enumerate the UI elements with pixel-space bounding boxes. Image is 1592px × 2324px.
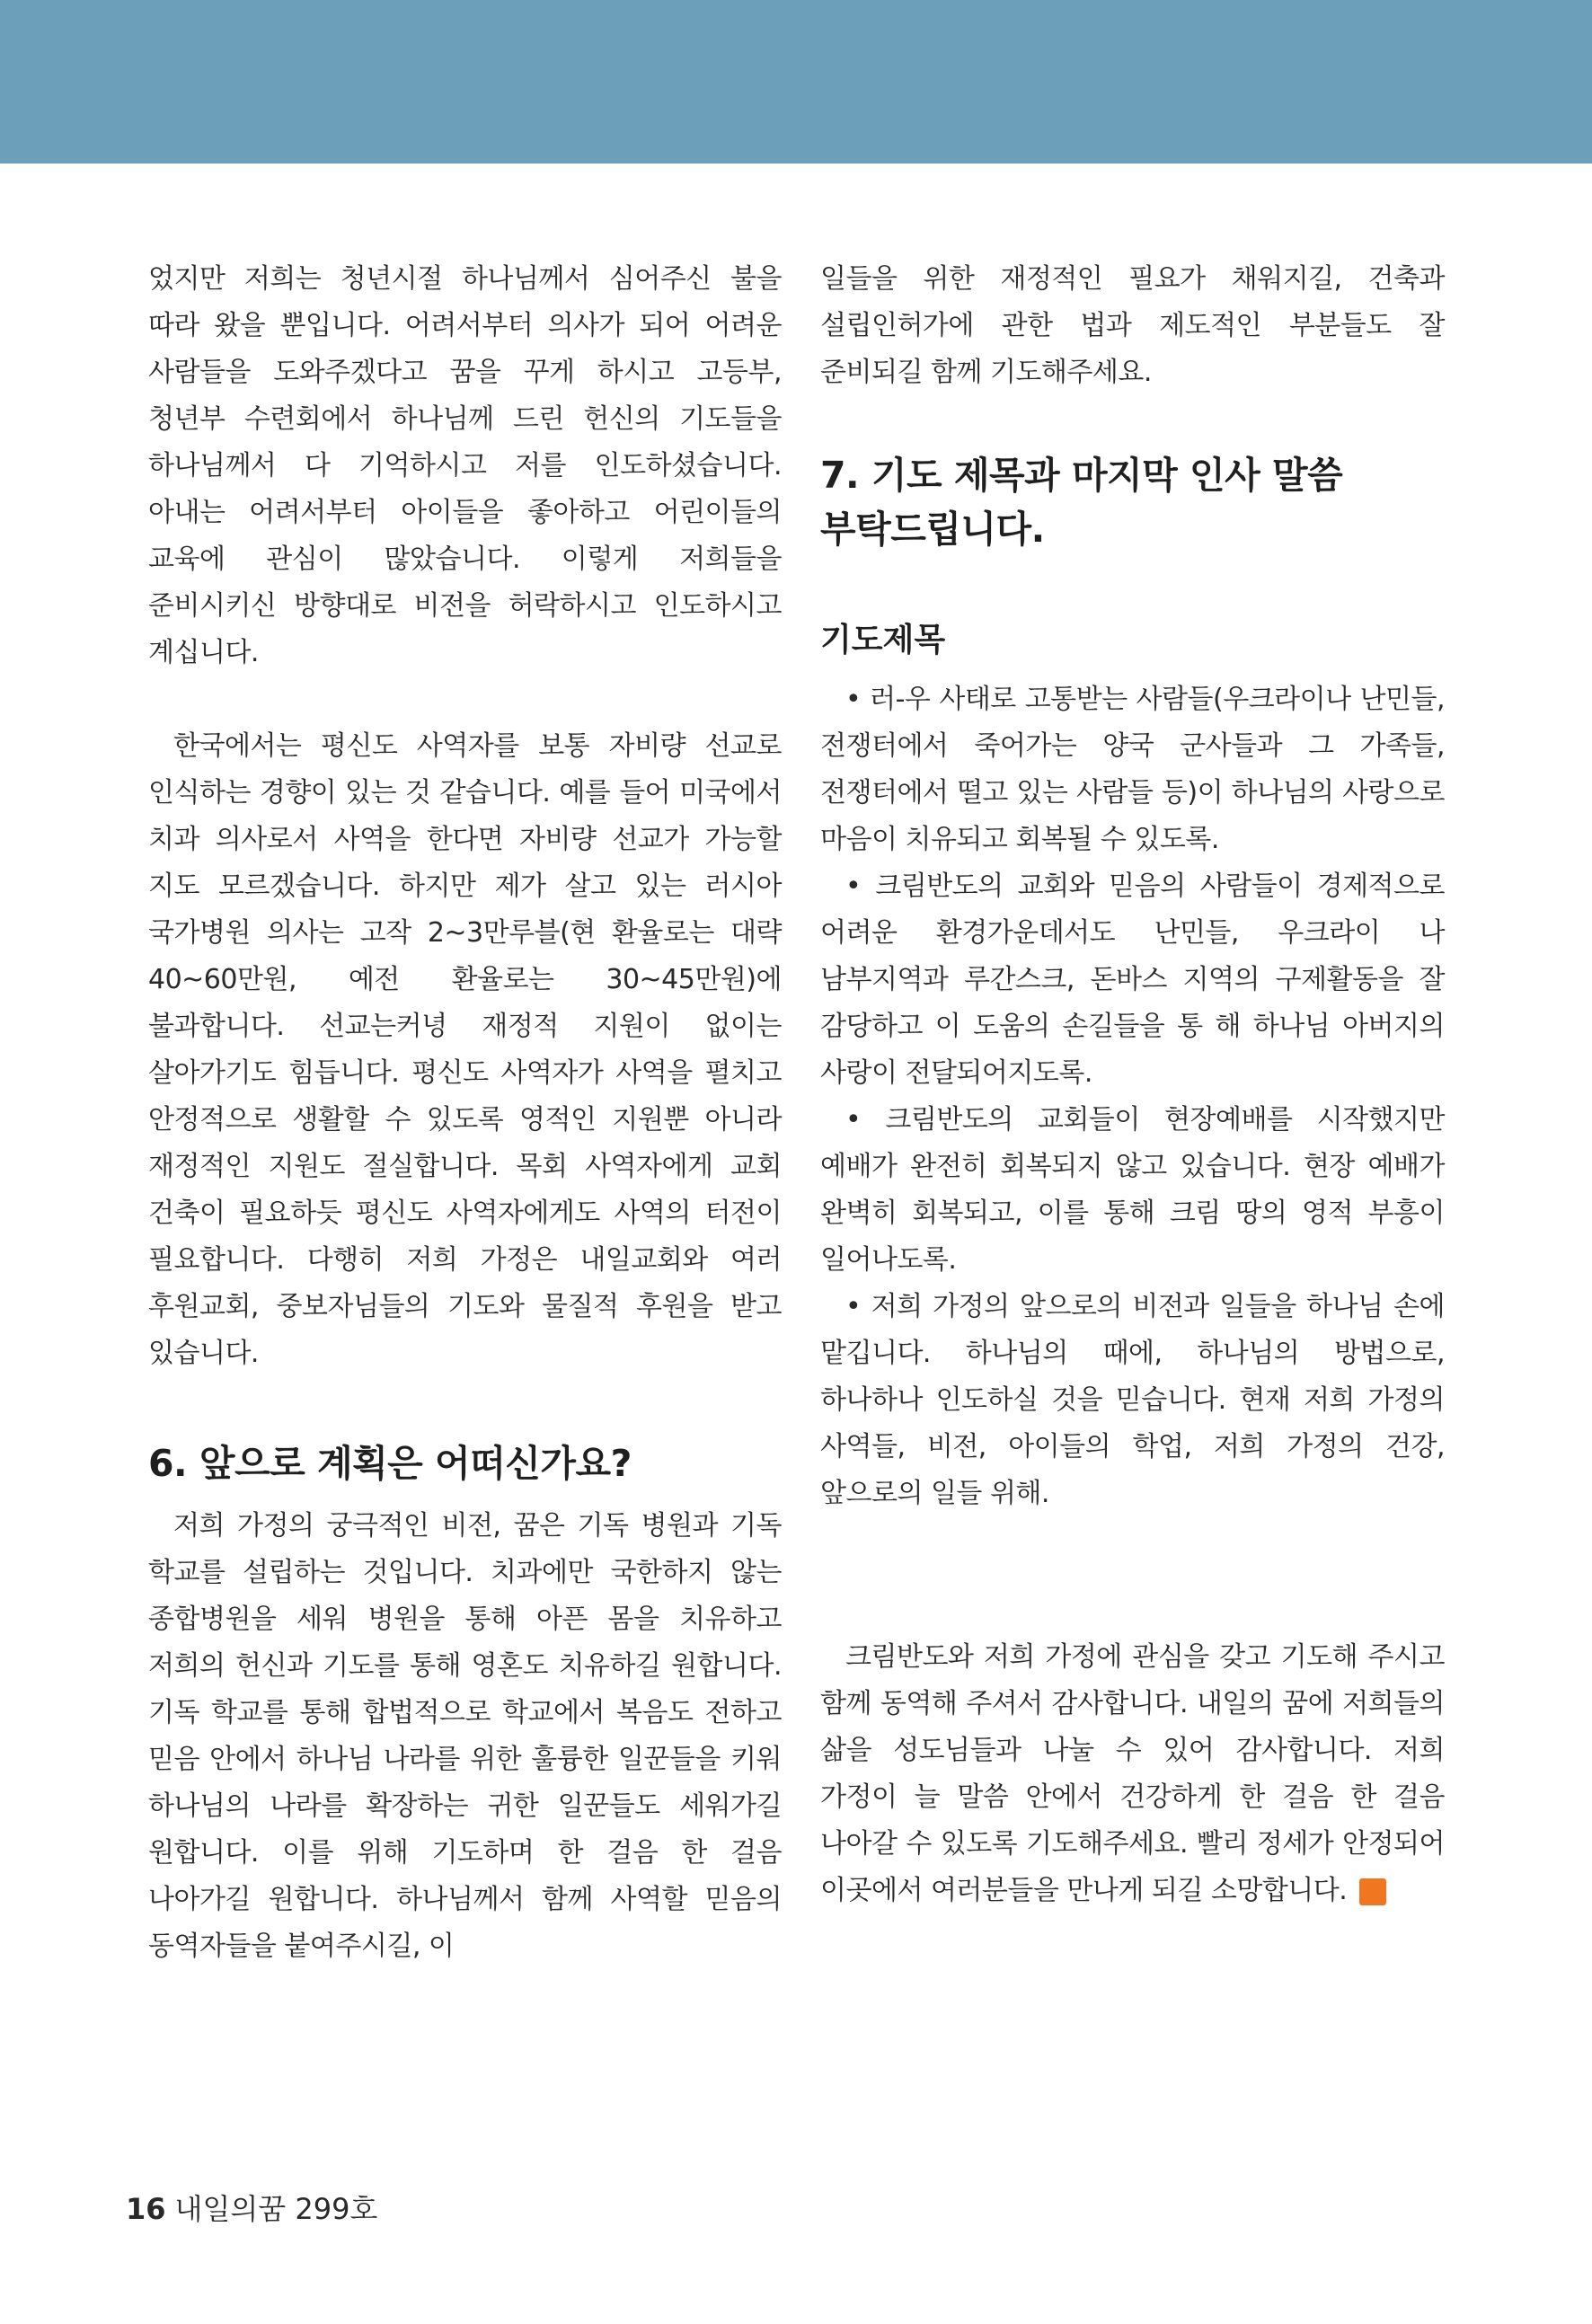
magazine-issue: 내일의꿈 299호	[174, 2192, 378, 2226]
end-mark-icon: N	[1359, 1878, 1386, 1905]
header-band	[0, 0, 1592, 163]
prayer-item: • 저희 가정의 앞으로의 비전과 일들을 하나님 손에 맡깁니다. 하나님의 때에, 하나님의 방법으로, 하나하나 인도하실 것을 믿습니다. 현재 저희 가정의 사역들, 비전, 아이들의 학업, 저희 가정의 건강, 앞으로의 일들 위해.	[820, 1291, 1445, 1509]
section-heading-6: 6. 앞으로 계획은 어떠신가요?	[148, 1442, 632, 1485]
section-heading-7-line-2: 부탁드립니다.	[820, 508, 1045, 551]
left-paragraph-3: 저희 가정의 궁극적인 비전, 꿈은 기독 병원과 기독 학교를 설립하는 것입니다. 치과에만 국한하지 않는 종합병원을 세워 병원을 통해 아픈 몸을 치유하고 저희의 헌신과 기도를 통해 영혼도 치유하길 원합니다. 기독 학교를 통해 합법적으로 학교에서 복음도 전하고 믿음 안에서 하나님 나라를 위한 훌륭한 일꾼들을 키워 하나님의 나라를 확장하는 귀한 일꾼들도 세워가길 원합니다. 이를 위해 기도하며 한 걸음 한 걸음 나아가길 원합니다. 하나님께서 함께 사역할 믿음의 동역자들을 붙여주시길, 이	[148, 1510, 782, 1962]
left-paragraph-1: 었지만 저희는 청년시절 하나님께서 심어주신 불을 따라 왔을 뿐입니다. 어려서부터 의사가 되어 어려운 사람들을 도와주겠다고 꿈을 꾸게 하시고 고등부, 청년부 수련회에서 하나님께 드린 헌신의 기도들을 하나님께서 다 기억하시고 저를 인도하셨습니다. 아내는 어려서부터 아이들을 좋아하고 어린이들의 교육에 관심이 많았습니다. 이렇게 저희들을 준비시키신 방향대로 비전을 허락하시고 인도하시고 계십니다.	[148, 263, 782, 668]
page-footer	[126, 2189, 377, 2229]
right-paragraph-1: 일들을 위한 재정적인 필요가 채워지길, 건축과 설립인허가에 관한 법과 제도적인 부분들도 잘 준비되길 함께 기도해주세요.	[820, 263, 1445, 388]
left-paragraph-2: 한국에서는 평신도 사역자를 보통 자비량 선교로 인식하는 경향이 있는 것 같습니다. 예를 들어 미국에서 치과 의사로서 사역을 한다면 자비량 선교가 가능할 지도 모르겠습니다. 하지만 제가 살고 있는 러시아 국가병원 의사는 고작 2~3만루블(현 환율로는 대략 40~60만원, 예전 환율로는 30~45만원)에 불과합니다. 선교는커녕 재정적 지원이 없이는 살아가기도 힘듭니다. 평신도 사역자가 사역을 펼치고 안정적으로 생활할 수 있도록 영적인 지원뿐 아니라 재정적인 지원도 절실합니다. 목회 사역자에게 교회 건축이 필요하듯 평신도 사역자에게도 사역의 터전이 필요합니다. 다행히 저희 가정은 내일교회와 여러 후원교회, 중보자님들의 기도와 물질적 후원을 받고 있습니다.	[148, 730, 782, 1369]
prayer-item: • 크림반도의 교회와 믿음의 사람들이 경제적으로 어려운 환경가운데서도 난민들, 우크라이 나 남부지역과 루간스크, 돈바스 지역의 구제활동을 잘 감당하고 이 도움의 손길들을 통 해 하나님 아버지의 사랑이 전달되어지도록.	[820, 870, 1445, 1089]
closing-paragraph	[820, 1634, 1445, 1914]
prayer-item: • 러-우 사태로 고통받는 사람들(우크라이나 난민들, 전쟁터에서 죽어가는 양국 군사들과 그 가족들, 전쟁터에서 떨고 있는 사람들 등)이 하나님의 사랑으로 마음이 치유되고 회복될 수 있도록.	[820, 684, 1445, 855]
section-heading-7-line-1: 7. 기도 제목과 마지막 인사 말씀	[820, 454, 1343, 497]
prayer-item: • 크림반도의 교회들이 현장예배를 시작했지만 예배가 완전히 회복되지 않고 있습니다. 현장 예배가 완벽히 회복되고, 이를 통해 크림 땅의 영적 부흥이 일어나도록.	[820, 1104, 1445, 1276]
left-column	[148, 256, 782, 1970]
closing-text: 크림반도와 저희 가정에 관심을 갖고 기도해 주시고 함께 동역해 주셔서 감사합니다. 내일의 꿈에 저희들의 삶을 성도님들과 나눌 수 있어 감사합니다. 저희 가정이 늘 말씀 안에서 건강하게 한 걸음 한 걸음 나아갈 수 있도록 기도해주세요. 빨리 정세가 안정되어 이곳에서 여러분들을 만나게 되길 소망합니다.	[820, 1641, 1445, 1906]
right-column	[820, 256, 1445, 1914]
section-heading-7	[820, 448, 1445, 556]
page-number: 16	[126, 2192, 166, 2226]
prayer-title: 기도제목	[820, 622, 946, 658]
